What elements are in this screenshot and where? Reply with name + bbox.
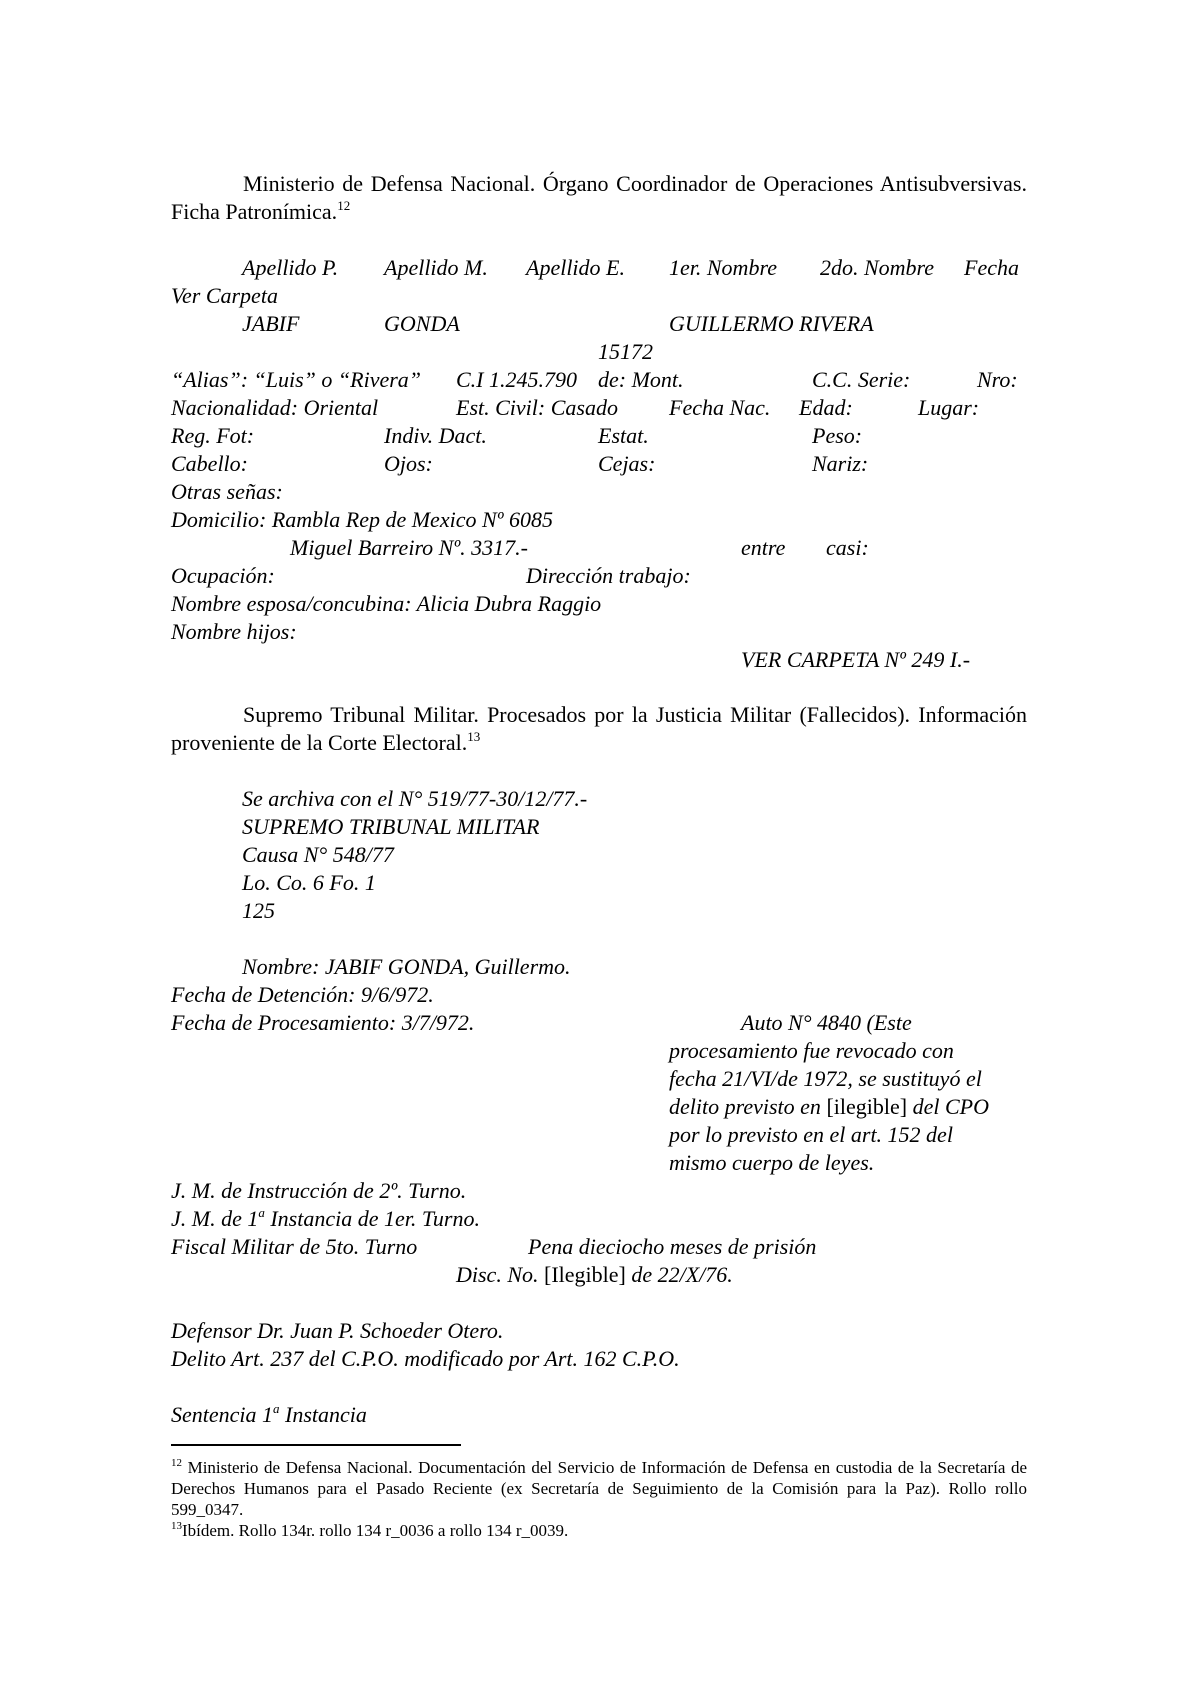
field-esposa: Nombre esposa/concubina: Alicia Dubra Raggio bbox=[171, 591, 602, 616]
value-apellido-m: GONDA bbox=[384, 311, 460, 336]
header-apellido-p: Apellido P. bbox=[242, 255, 339, 280]
field-est-civil: Est. Civil: Casado bbox=[456, 395, 618, 420]
section-1-intro bbox=[171, 170, 1027, 226]
field-entre: entre bbox=[741, 535, 786, 560]
auto-line-2: procesamiento fue revocado con bbox=[669, 1038, 954, 1063]
field-fecha-nac: Fecha Nac. bbox=[669, 395, 771, 420]
header-fecha: Fecha bbox=[964, 255, 1019, 280]
disc-ilegible: [Ilegible] bbox=[544, 1262, 626, 1287]
auto-line-1: Auto N° 4840 (Este bbox=[741, 1010, 912, 1035]
footnote-12-number: 12 bbox=[171, 1457, 182, 1469]
jm-instancia-b: Instancia de 1er. Turno. bbox=[264, 1206, 480, 1231]
proceso-fecha-detencion: Fecha de Detención: 9/6/972. bbox=[171, 982, 434, 1007]
field-ojos: Ojos: bbox=[384, 451, 433, 476]
field-cejas: Cejas: bbox=[598, 451, 656, 476]
header-2do-nombre: 2do. Nombre bbox=[820, 255, 935, 280]
sentencia-b: Instancia bbox=[279, 1402, 367, 1427]
disc-c: de 22/X/76. bbox=[631, 1262, 733, 1287]
jm-instancia-sup: a bbox=[258, 1205, 265, 1220]
value-apellido-p: JABIF bbox=[242, 311, 300, 336]
proceso-nombre: Nombre: JABIF GONDA, Guillermo. bbox=[242, 954, 571, 979]
archivo-line-2: SUPREMO TRIBUNAL MILITAR bbox=[242, 814, 540, 839]
field-edad: Edad: bbox=[799, 395, 853, 420]
field-peso: Peso: bbox=[812, 423, 863, 448]
field-domicilio: Domicilio: Rambla Rep de Mexico Nº 6085 bbox=[171, 507, 553, 532]
section-2-intro bbox=[171, 701, 1027, 757]
footnote-13 bbox=[171, 1520, 1027, 1541]
field-nacionalidad: Nacionalidad: Oriental bbox=[171, 395, 379, 420]
header-ver-carpeta: Ver Carpeta bbox=[171, 283, 278, 308]
jm-instancia bbox=[171, 1205, 480, 1233]
footnote-13-text: Ibídem. Rollo 134r. rollo 134 r_0036 a rollo 134 r_0039. bbox=[182, 1521, 569, 1540]
field-domicilio-2: Miguel Barreiro Nº. 3317.- bbox=[290, 535, 529, 560]
sentencia bbox=[171, 1401, 367, 1429]
auto-line-5: por lo previsto en el art. 152 del bbox=[669, 1122, 953, 1147]
defensor: Defensor Dr. Juan P. Schoeder Otero. bbox=[171, 1318, 504, 1343]
value-nombres: GUILLERMO RIVERA bbox=[669, 311, 874, 336]
field-reg-fot: Reg. Fot: bbox=[171, 423, 255, 448]
auto-line-4-c: del CPO bbox=[912, 1094, 989, 1119]
auto-line-3: fecha 21/VI/de 1972, se sustituyó el bbox=[669, 1066, 982, 1091]
sentencia-a: Sentencia 1 bbox=[171, 1402, 274, 1427]
footnote-12-text: Ministerio de Defensa Nacional. Documentación del Servicio de Información de Defensa en custodia de la Secretaría de Derechos Humanos para el Pasado Reciente (ex Secretaría de Seguimiento de la Comisión para la Paz). Rollo rollo 599_0347. bbox=[171, 1458, 1027, 1519]
auto-line-4 bbox=[669, 1093, 989, 1121]
archivo-line-5: 125 bbox=[242, 898, 275, 923]
field-ver-carpeta: VER CARPETA Nº 249 I.- bbox=[741, 647, 971, 672]
field-otras-senas: Otras señas: bbox=[171, 479, 283, 504]
field-lugar: Lugar: bbox=[918, 395, 980, 420]
field-estat: Estat. bbox=[598, 423, 649, 448]
section-1-intro-text: Ministerio de Defensa Nacional. Órgano Coordinador de Operaciones Antisubversivas. Ficha Patronímica. bbox=[171, 171, 1027, 224]
header-apellido-e: Apellido E. bbox=[526, 255, 625, 280]
field-indiv-dact: Indiv. Dact. bbox=[384, 423, 487, 448]
disc-a: Disc. No. bbox=[456, 1262, 539, 1287]
jm-instruccion: J. M. de Instrucción de 2º. Turno. bbox=[171, 1178, 467, 1203]
delito: Delito Art. 237 del C.P.O. modificado por Art. 162 C.P.O. bbox=[171, 1346, 680, 1371]
field-ci-de: de: Mont. bbox=[598, 367, 684, 392]
field-casi: casi: bbox=[826, 535, 869, 560]
fiscal-militar: Fiscal Militar de 5to. Turno bbox=[171, 1234, 418, 1259]
archivo-line-4: Lo. Co. 6 Fo. 1 bbox=[242, 870, 376, 895]
field-nro: Nro: bbox=[977, 367, 1018, 392]
proceso-fecha-procesamiento: Fecha de Procesamiento: 3/7/972. bbox=[171, 1010, 475, 1035]
jm-instancia-a: J. M. de 1 bbox=[171, 1206, 259, 1231]
disc bbox=[456, 1261, 733, 1289]
field-nariz: Nariz: bbox=[812, 451, 869, 476]
field-ocupacion: Ocupación: bbox=[171, 563, 275, 588]
field-direccion-trabajo: Dirección trabajo: bbox=[526, 563, 691, 588]
footnote-ref-12[interactable]: 12 bbox=[337, 198, 351, 213]
archivo-line-1: Se archiva con el N° 519/77-30/12/77.- bbox=[242, 786, 588, 811]
field-cc-serie: C.C. Serie: bbox=[812, 367, 911, 392]
field-ci: C.I 1.245.790 bbox=[456, 367, 577, 392]
auto-line-4-ilegible: [ilegible] bbox=[826, 1094, 908, 1119]
field-cabello: Cabello: bbox=[171, 451, 248, 476]
field-hijos: Nombre hijos: bbox=[171, 619, 297, 644]
footnote-ref-13[interactable]: 13 bbox=[467, 729, 481, 744]
header-apellido-m: Apellido M. bbox=[384, 255, 488, 280]
footnote-13-number: 13 bbox=[171, 1520, 182, 1532]
value-numero: 15172 bbox=[598, 339, 653, 364]
header-1er-nombre: 1er. Nombre bbox=[669, 255, 777, 280]
footnote-separator bbox=[171, 1444, 461, 1446]
pena: Pena dieciocho meses de prisión bbox=[528, 1234, 817, 1259]
sentencia-sup: a bbox=[273, 1401, 280, 1416]
auto-line-6: mismo cuerpo de leyes. bbox=[669, 1150, 875, 1175]
footnote-12 bbox=[171, 1457, 1027, 1520]
auto-line-4-a: delito previsto en bbox=[669, 1094, 821, 1119]
section-2-intro-text: Supremo Tribunal Militar. Procesados por la Justicia Militar (Fallecidos). Información proveniente de la Corte Electoral. bbox=[171, 702, 1027, 755]
field-alias: “Alias”: “Luis” o “Rivera” bbox=[171, 367, 422, 392]
archivo-line-3: Causa N° 548/77 bbox=[242, 842, 394, 867]
